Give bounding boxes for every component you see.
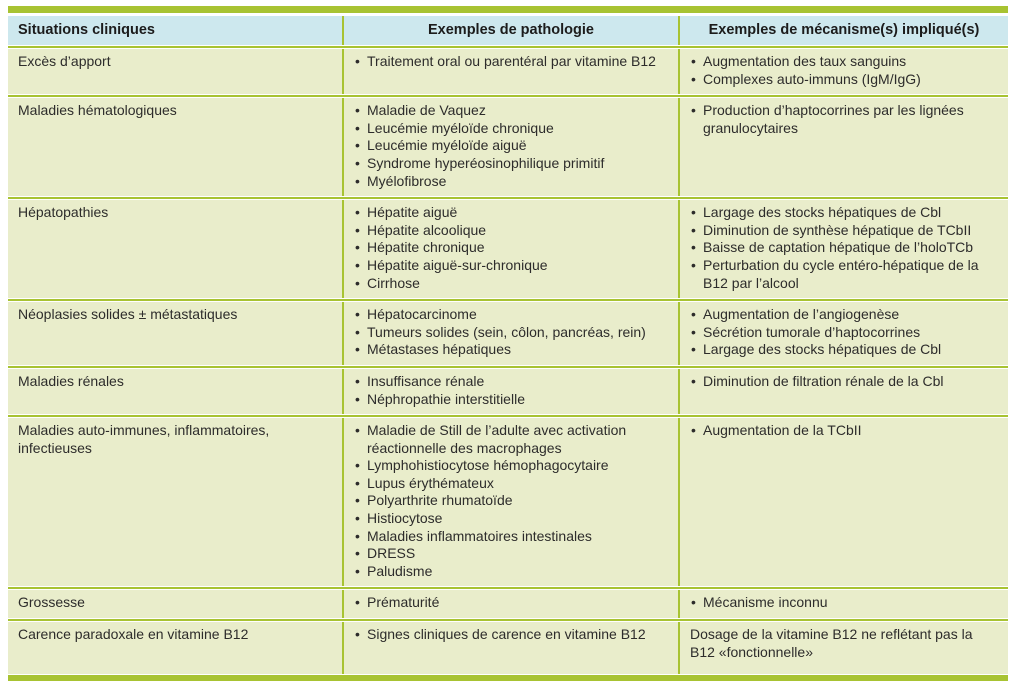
bullet-icon: • [355,474,360,491]
list-item-text: Lupus érythémateux [367,474,494,491]
table-row [8,49,1008,94]
pathology-item [354,422,668,457]
situation-cell [8,418,342,586]
pathologies-cell [344,49,678,94]
bullet-icon: • [691,70,696,87]
bullet-icon: • [355,341,360,358]
pathologies-cell [344,369,678,414]
list-item-text: Paludisme [367,562,433,579]
mechanism-item [690,422,998,440]
list-item-text: Diminution de filtration rénale de la Cbl [703,372,944,389]
list-item-text: Diminution de synthèse hépatique de TCbII [703,221,972,238]
list-item-text: Signes cliniques de carence en vitamine B12 [367,626,646,643]
pathology-item [354,257,668,275]
list-item-text: Baisse de captation hépatique de l’holoTCb [703,239,974,256]
bullet-icon: • [355,323,360,340]
pathologies-cell [344,98,678,196]
bullet-icon: • [355,594,360,611]
bullet-icon: • [355,119,360,136]
mechanism-item [690,71,998,89]
table-row [8,200,1008,298]
table-row [8,590,1008,618]
mechanism-item [690,257,998,292]
pathologies-cell [344,590,678,618]
bullet-icon: • [355,239,360,256]
mechanism-item [690,102,998,137]
list-item-text: Hépatite alcoolique [367,221,487,238]
list-item-text: Hépatite aiguë-sur-chronique [367,256,548,273]
pathology-item [354,528,668,546]
list-item-text: Hépatocarcinome [367,306,477,323]
list-item-text: Traitement oral ou parentéral par vitamine B12 [367,53,656,69]
bullet-icon: • [355,221,360,238]
table-bottom-border [8,675,1008,681]
mechanisms-cell [680,622,1008,674]
situation-cell [8,49,342,94]
list-item-text: Leucémie myéloïde chronique [367,119,554,136]
pathology-item [354,102,668,120]
mechanism-item [690,324,998,342]
mechanisms-cell [680,98,1008,196]
situation-label: Maladies hématologiques [18,102,177,119]
bullet-icon: • [355,492,360,509]
table-row [8,622,1008,674]
pathology-item [354,155,668,173]
list-item-text: Hépatite aiguë [367,204,458,221]
pathology-item [354,275,668,293]
pathology-item [354,563,668,581]
mechanisms-cell [680,418,1008,586]
list-item-text: Maladie de Vaquez [367,102,486,119]
pathology-item [354,457,668,475]
pathology-item [354,626,668,644]
list-item-text: Augmentation de la TCbII [703,422,862,439]
pathology-item [354,324,668,342]
list-item-text: Complexes auto-immuns (IgM/IgG) [703,70,921,87]
list-item-text: Augmentation des taux sanguins [703,53,907,69]
list-item-text: Myélofibrose [367,172,447,189]
pathologies-cell [344,418,678,586]
bullet-icon: • [355,457,360,474]
list-item-text: Polyarthrite rhumatoïde [367,492,513,509]
pathology-item [354,510,668,528]
bullet-icon: • [355,172,360,189]
bullet-icon: • [355,372,360,389]
mechanism-item [690,204,998,222]
situation-cell [8,98,342,196]
pathology-item [354,239,668,257]
pathology-item [354,53,668,71]
bullet-icon: • [355,102,360,119]
bullet-icon: • [355,154,360,171]
bullet-icon: • [691,594,696,611]
situation-cell [8,622,342,674]
list-item-text: Leucémie myéloïde aiguë [367,137,527,154]
table-row [8,98,1008,196]
mechanism-text: Dosage de la vitamine B12 ne reflétant pas la B12 «fonctionnelle» [690,626,973,660]
table-body [8,49,1008,674]
list-item-text: Sécrétion tumorale d’haptocorrines [703,323,921,340]
bullet-icon: • [691,53,696,69]
pathology-item [354,204,668,222]
situation-cell [8,590,342,618]
pathology-item [354,306,668,324]
situation-label: Maladies auto-immunes, inflammatoires, infectieuses [18,422,270,456]
bullet-icon: • [355,390,360,407]
pathology-item [354,341,668,359]
bullet-icon: • [355,626,360,643]
bullet-icon: • [691,422,696,439]
bullet-icon: • [355,53,360,69]
pathology-item [354,173,668,191]
list-item-text: Insuffisance rénale [367,372,485,389]
situation-label: Maladies rénales [18,372,124,389]
list-item-text: Production d’haptocorrines par les lignées granulocytaires [703,102,964,136]
mechanisms-cell [680,302,1008,365]
pathologies-cell [344,200,678,298]
bullet-icon: • [355,256,360,273]
bullet-icon: • [355,510,360,527]
situation-label: Carence paradoxale en vitamine B12 [18,626,249,643]
list-item-text: Largage des stocks hépatiques de Cbl [703,341,942,358]
bullet-icon: • [691,204,696,221]
header-situations-cliniques: Situations cliniques [8,16,342,45]
mechanism-item [690,594,998,612]
bullet-icon: • [355,274,360,291]
pathology-item [354,492,668,510]
list-item-text: Métastases hépatiques [367,341,511,358]
mechanism-item [690,306,998,324]
list-item-text: Augmentation de l’angiogenèse [703,306,900,323]
pathology-item [354,391,668,409]
bullet-icon: • [691,221,696,238]
mechanism-item [690,341,998,359]
b12-elevation-table [8,6,1008,681]
situation-label: Néoplasies solides ± métastatiques [18,306,238,323]
situation-label: Excès d’apport [18,53,111,69]
pathology-item [354,137,668,155]
table-header-row [8,16,1008,45]
list-item-text: Prématurité [367,594,440,611]
header-exemples-pathologie: Exemples de pathologie [344,16,678,45]
pathology-item [354,475,668,493]
list-item-text: Perturbation du cycle entéro-hépatique de la B12 par l’alcool [703,256,979,291]
list-item-text: Mécanisme inconnu [703,594,828,611]
mechanism-item [690,222,998,240]
mechanism-item [690,239,998,257]
pathology-item [354,222,668,240]
bullet-icon: • [691,323,696,340]
list-item-text: Maladie de Still de l’adulte avec activation réactionnelle des macrophages [367,422,627,456]
list-item-text: Tumeurs solides (sein, côlon, pancréas, rein) [367,323,646,340]
bullet-icon: • [691,256,696,273]
pathology-item [354,545,668,563]
pathology-item [354,373,668,391]
pathologies-cell [344,622,678,674]
list-item-text: Cirrhose [367,274,420,291]
situation-label: Hépatopathies [18,204,109,221]
pathology-item [354,594,668,612]
bullet-icon: • [691,372,696,389]
mechanism-item [690,53,998,71]
bullet-icon: • [355,545,360,562]
bullet-icon: • [355,562,360,579]
table-top-border [8,6,1008,13]
list-item-text: Largage des stocks hépatiques de Cbl [703,204,942,221]
bullet-icon: • [355,422,360,439]
situation-cell [8,369,342,414]
mechanisms-cell [680,200,1008,298]
bullet-icon: • [691,306,696,323]
bullet-icon: • [355,204,360,221]
bullet-icon: • [691,102,696,119]
header-exemples-mecanismes: Exemples de mécanisme(s) impliqué(s) [680,16,1008,45]
list-item-text: DRESS [367,545,416,562]
list-item-text: Syndrome hyperéosinophilique primitif [367,154,605,171]
pathology-item [354,120,668,138]
table-row [8,369,1008,414]
mechanisms-cell [680,590,1008,618]
situation-cell [8,200,342,298]
table-row [8,418,1008,586]
mechanism-item [690,373,998,391]
list-item-text: Hépatite chronique [367,239,485,256]
bullet-icon: • [355,306,360,323]
bullet-icon: • [355,527,360,544]
pathologies-cell [344,302,678,365]
mechanisms-cell [680,369,1008,414]
list-item-text: Lymphohistiocytose hémophagocytaire [367,457,609,474]
bullet-icon: • [691,341,696,358]
situation-label: Grossesse [18,594,85,611]
list-item-text: Néphropathie interstitielle [367,390,525,407]
situation-cell [8,302,342,365]
table-row [8,302,1008,365]
list-item-text: Histiocytose [367,510,443,527]
list-item-text: Maladies inflammatoires intestinales [367,527,592,544]
bullet-icon: • [355,137,360,154]
mechanisms-cell [680,49,1008,94]
bullet-icon: • [691,239,696,256]
